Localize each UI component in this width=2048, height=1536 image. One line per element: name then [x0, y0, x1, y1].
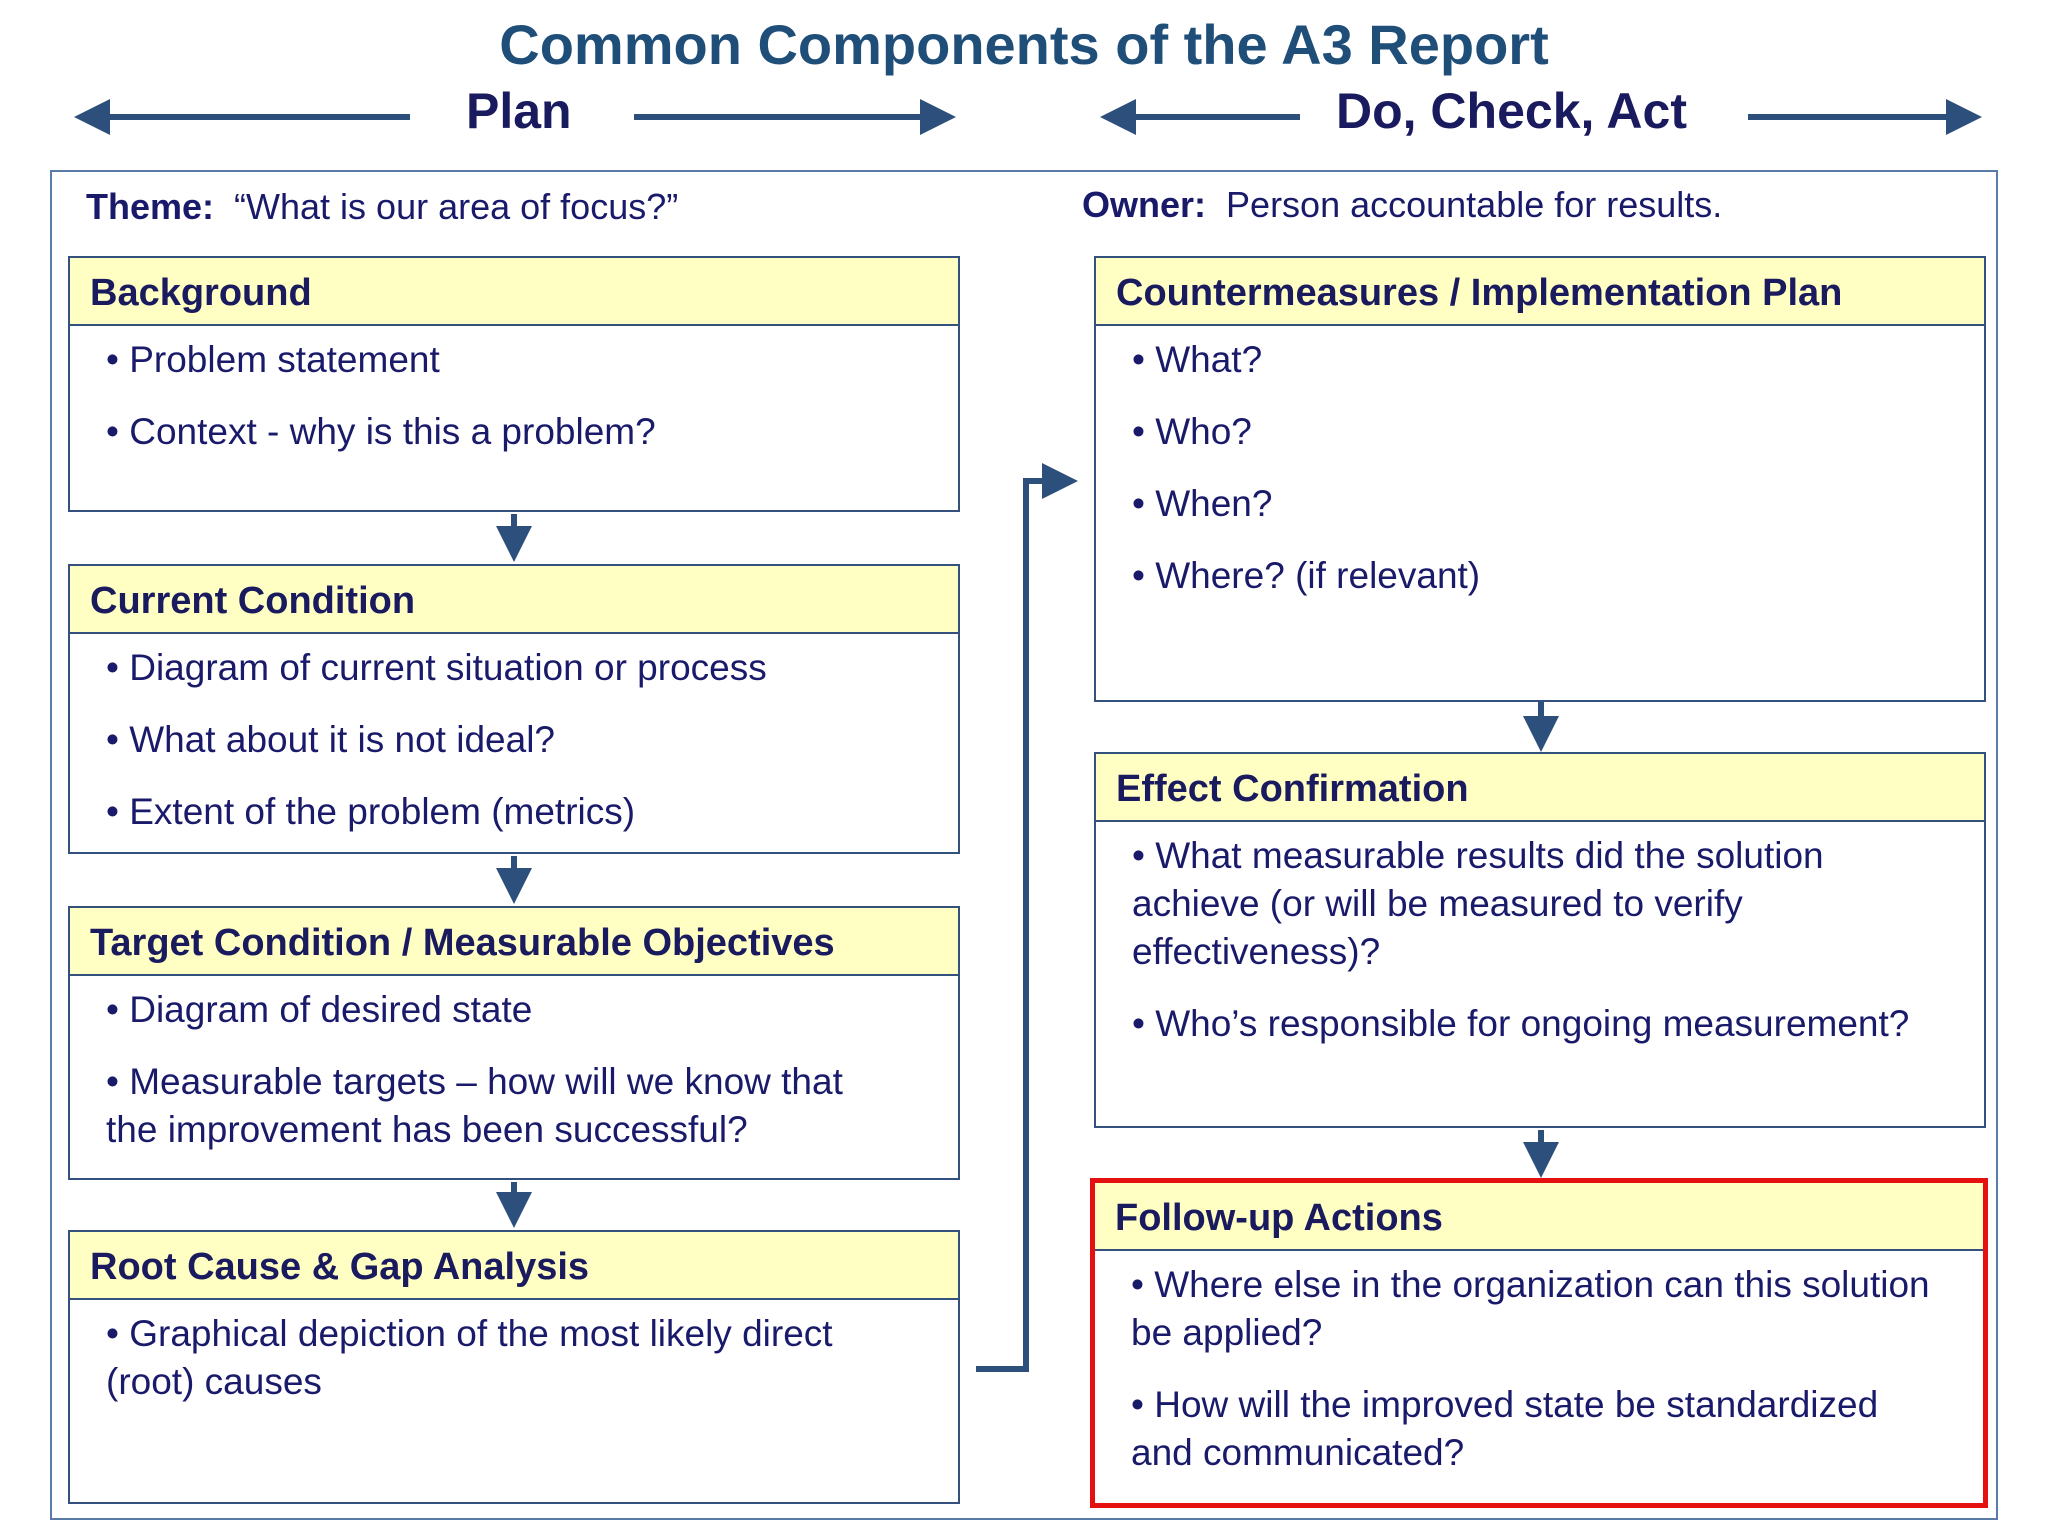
current-condition-bullet: • What about it is not ideal? [106, 716, 938, 764]
current-condition-bullet: • Diagram of current situation or process [106, 644, 938, 692]
root-cause-bullet: • Graphical depiction of the most likely direct (root) causes [106, 1310, 898, 1406]
plan-phase-label: Plan [466, 83, 572, 139]
theme-text: “What is our area of focus?” [234, 186, 679, 227]
page-title: Common Components of the A3 Report [499, 13, 1549, 76]
background-bullet: • Problem statement [106, 336, 938, 384]
root-cause-body [70, 1300, 958, 1406]
current-condition-title: Current Condition [70, 566, 958, 634]
target-condition-bullet: • Diagram of desired state [106, 986, 898, 1034]
countermeasures-bullet: • What? [1132, 336, 1964, 384]
do-check-act-phase-label: Do, Check, Act [1336, 83, 1688, 139]
target-condition-body [70, 976, 958, 1154]
background-body [70, 326, 958, 456]
follow-up-actions-bullet: • Where else in the organization can this solution be applied? [1131, 1261, 1943, 1357]
effect-confirmation-box [1094, 752, 1986, 1128]
current-condition-body [70, 634, 958, 836]
background-bullet: • Context - why is this a problem? [106, 408, 938, 456]
effect-confirmation-bullet: • Who’s responsible for ongoing measurement? [1132, 1000, 1924, 1048]
countermeasures-box [1094, 256, 1986, 702]
countermeasures-body [1096, 326, 1984, 600]
countermeasures-bullet: • Who? [1132, 408, 1964, 456]
effect-confirmation-title: Effect Confirmation [1096, 754, 1984, 822]
owner-text: Person accountable for results. [1226, 184, 1723, 225]
countermeasures-bullet: • Where? (if relevant) [1132, 552, 1964, 600]
target-condition-title: Target Condition / Measurable Objectives [70, 908, 958, 976]
target-condition-box [68, 906, 960, 1180]
effect-confirmation-bullet: • What measurable results did the solution achieve (or will be measured to verify effectiveness)? [1132, 832, 1924, 976]
target-condition-bullet: • Measurable targets – how will we know that the improvement has been successful? [106, 1058, 898, 1154]
current-condition-box [68, 564, 960, 854]
root-cause-box [68, 1230, 960, 1504]
follow-up-actions-bullet: • How will the improved state be standardized and communicated? [1131, 1381, 1943, 1477]
theme-label: Theme: [86, 186, 215, 227]
effect-confirmation-body [1096, 822, 1984, 1048]
current-condition-bullet: • Extent of the problem (metrics) [106, 788, 938, 836]
owner-label: Owner: [1082, 184, 1207, 225]
countermeasures-title: Countermeasures / Implementation Plan [1096, 258, 1984, 326]
countermeasures-bullet: • When? [1132, 480, 1964, 528]
root-cause-title: Root Cause & Gap Analysis [70, 1232, 958, 1300]
follow-up-actions-box [1090, 1178, 1988, 1508]
background-title: Background [70, 258, 958, 326]
follow-up-actions-body [1095, 1251, 1983, 1477]
owner-line [1082, 184, 1722, 226]
follow-up-actions-title: Follow-up Actions [1095, 1183, 1983, 1251]
theme-line [86, 186, 678, 228]
background-box [68, 256, 960, 512]
